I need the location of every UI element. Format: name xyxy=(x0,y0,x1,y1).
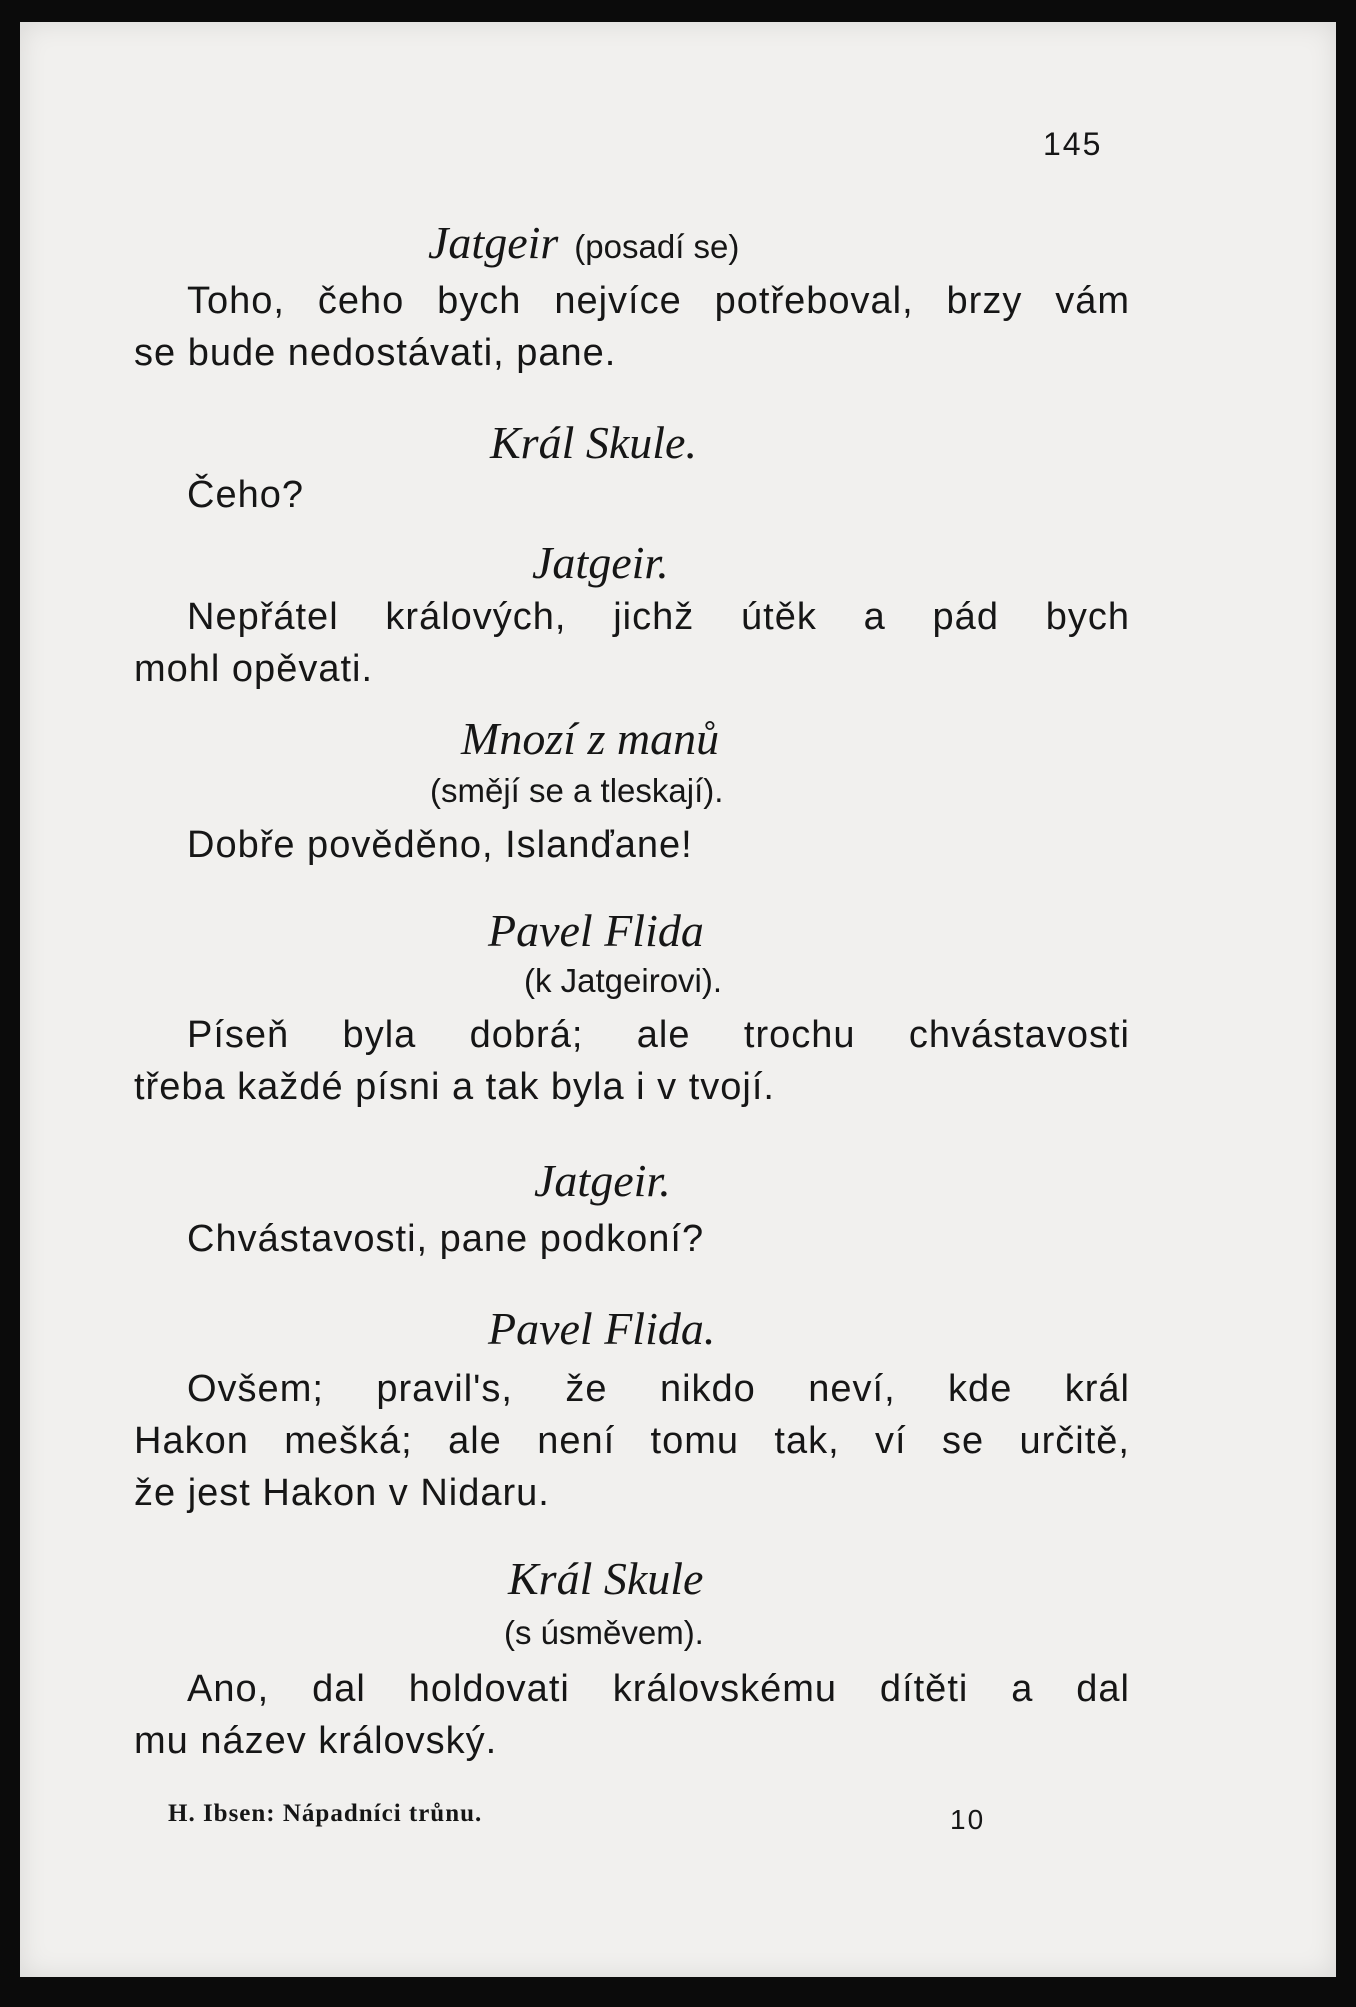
speaker-name: Jatgeir. xyxy=(534,1155,671,1206)
speaker-name: Pavel Flida. xyxy=(488,1303,716,1354)
footer-title: H. Ibsen: Nápadníci trůnu. xyxy=(168,1800,483,1827)
signature-mark: 10 xyxy=(950,1804,986,1835)
dialogue-line: mohl opěvati. xyxy=(134,648,374,690)
stage-direction: (k Jatgeirovi). xyxy=(524,962,723,999)
speaker-name: Pavel Flida xyxy=(488,905,704,956)
dialogue-line: třeba každé písni a tak byla i v tvojí. xyxy=(134,1066,775,1108)
dialogue-line: Píseň byla dobrá; ale trochu chvástavosti xyxy=(187,1014,1130,1056)
stage-direction: (posadí se) xyxy=(574,228,740,265)
dialogue-line: Chvástavosti, pane podkoní? xyxy=(187,1218,705,1260)
scan-border-left xyxy=(0,0,20,2007)
scan-border-bottom xyxy=(0,1977,1356,2007)
speaker-name: Jatgeir xyxy=(428,217,559,268)
stage-direction: (smějí se a tleskají). xyxy=(430,772,724,809)
dialogue-line: mu název královský. xyxy=(134,1720,498,1762)
book-page xyxy=(20,22,1336,1977)
dialogue-line: že jest Hakon v Nidaru. xyxy=(134,1472,550,1514)
scan-border-top xyxy=(0,0,1356,22)
page-number: 145 xyxy=(1043,126,1103,162)
dialogue-line: Toho, čeho bych nejvíce potřeboval, brzy vám xyxy=(187,280,1130,322)
speaker-name: Král Skule xyxy=(508,1553,704,1604)
dialogue-line: Nepřátel králových, jichž útěk a pád bych xyxy=(187,596,1130,638)
speaker-name: Jatgeir. xyxy=(532,537,669,588)
speaker-name: Král Skule. xyxy=(490,417,697,468)
dialogue-line: se bude nedostávati, pane. xyxy=(134,332,617,374)
dialogue-line: Ovšem; pravil's, že nikdo neví, kde král xyxy=(187,1368,1130,1410)
dialogue-line: Ano, dal holdovati královskému dítěti a dal xyxy=(187,1668,1130,1710)
dialogue-line: Hakon mešká; ale není tomu tak, ví se určitě, xyxy=(134,1420,1130,1462)
dialogue-line: Čeho? xyxy=(187,474,304,516)
dialogue-line: Dobře pověděno, Islanďane! xyxy=(187,824,693,866)
speaker-heading xyxy=(428,214,739,272)
scan-border-right xyxy=(1336,0,1356,2007)
stage-direction: (s úsměvem). xyxy=(504,1614,704,1651)
speaker-name: Mnozí z manů xyxy=(461,713,720,764)
